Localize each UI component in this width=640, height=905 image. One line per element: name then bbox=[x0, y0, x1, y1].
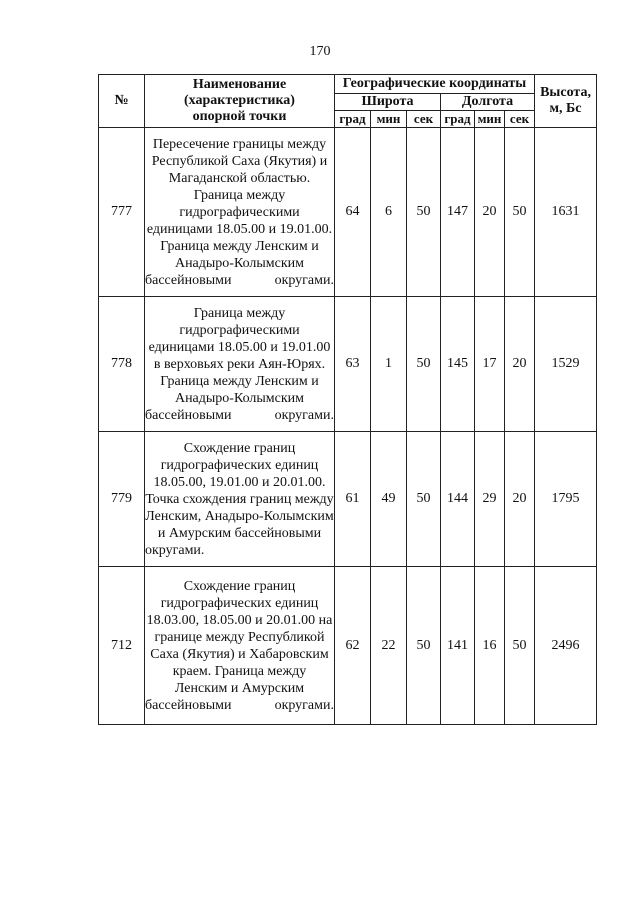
lat-deg-cell: 64 bbox=[335, 128, 371, 297]
height-cell: 1795 bbox=[535, 432, 597, 567]
header-name-line3: опорной точки bbox=[192, 109, 287, 124]
lat-deg-cell: 61 bbox=[335, 432, 371, 567]
lat-deg-cell: 62 bbox=[335, 567, 371, 725]
header-latitude: Широта bbox=[335, 94, 441, 111]
lon-min-cell: 29 bbox=[475, 432, 505, 567]
header-lon-sec: сек bbox=[505, 111, 535, 128]
lon-deg-cell: 145 bbox=[441, 297, 475, 432]
lon-sec-cell: 20 bbox=[505, 297, 535, 432]
lat-sec-cell: 50 bbox=[407, 297, 441, 432]
page-number: 170 bbox=[309, 44, 331, 59]
table-row bbox=[99, 567, 597, 725]
lon-sec-cell: 20 bbox=[505, 432, 535, 567]
table-row bbox=[99, 128, 597, 297]
lat-min-cell: 1 bbox=[371, 297, 407, 432]
header-name-line2: (характеристика) bbox=[184, 93, 295, 108]
header-name-line1: Наименование bbox=[192, 77, 287, 92]
lat-min-cell: 6 bbox=[371, 128, 407, 297]
header-height-line2: м, Бс bbox=[549, 101, 582, 116]
row-number: 778 bbox=[99, 297, 145, 432]
lat-sec-cell: 50 bbox=[407, 128, 441, 297]
header-height-line1: Высота, bbox=[540, 85, 591, 100]
lon-sec-cell: 50 bbox=[505, 128, 535, 297]
lon-deg-cell: 141 bbox=[441, 567, 475, 725]
lon-deg-cell: 144 bbox=[441, 432, 475, 567]
lon-min-cell: 20 bbox=[475, 128, 505, 297]
table-row bbox=[99, 297, 597, 432]
lat-deg-cell: 63 bbox=[335, 297, 371, 432]
row-description: Схождение границ гидрографических единиц 18.05.00, 19.01.00 и 20.01.00. Точка схождения границ между Ленским, Анадыро-Колымским и Амурским бассейновыми округами. bbox=[145, 432, 335, 567]
row-description: Пересечение границы между Республикой Саха (Якутия) и Магаданской областью. Граница между гидрографическими единицами 18.05.00 и 19.01.00. Граница между Ленским и Анадыро-Колымским бассейновыми округами. bbox=[145, 128, 335, 297]
height-cell: 1631 bbox=[535, 128, 597, 297]
lat-sec-cell: 50 bbox=[407, 567, 441, 725]
header-lon-deg: град bbox=[441, 111, 475, 128]
lon-min-cell: 16 bbox=[475, 567, 505, 725]
row-number: 712 bbox=[99, 567, 145, 725]
lon-deg-cell: 147 bbox=[441, 128, 475, 297]
coordinates-table bbox=[98, 74, 597, 725]
table-body bbox=[99, 128, 597, 725]
height-cell: 2496 bbox=[535, 567, 597, 725]
header-longitude: Долгота bbox=[441, 94, 535, 111]
header-height bbox=[535, 75, 597, 128]
header-name bbox=[145, 75, 335, 128]
lon-min-cell: 17 bbox=[475, 297, 505, 432]
row-description: Граница между гидрографическими единицами 18.05.00 и 19.01.00 в верховьях реки Аян-Юрях. Граница между Ленским и Анадыро-Колымским бассейновыми округами. bbox=[145, 297, 335, 432]
header-lat-min: мин bbox=[371, 111, 407, 128]
header-lat-sec: сек bbox=[407, 111, 441, 128]
lat-sec-cell: 50 bbox=[407, 432, 441, 567]
table-header bbox=[99, 75, 597, 128]
table-row bbox=[99, 432, 597, 567]
header-lon-min: мин bbox=[475, 111, 505, 128]
header-lat-deg: град bbox=[335, 111, 371, 128]
lon-sec-cell: 50 bbox=[505, 567, 535, 725]
header-geo-coordinates: Географические координаты bbox=[335, 75, 535, 94]
header-number: № bbox=[99, 75, 145, 128]
row-number: 777 bbox=[99, 128, 145, 297]
row-description: Схождение границ гидрографических единиц 18.03.00, 18.05.00 и 20.01.00 на границе между Республикой Саха (Якутия) и Хабаровским краем. Граница между Ленским и Амурским бассейновыми округами. bbox=[145, 567, 335, 725]
height-cell: 1529 bbox=[535, 297, 597, 432]
row-number: 779 bbox=[99, 432, 145, 567]
lat-min-cell: 49 bbox=[371, 432, 407, 567]
lat-min-cell: 22 bbox=[371, 567, 407, 725]
